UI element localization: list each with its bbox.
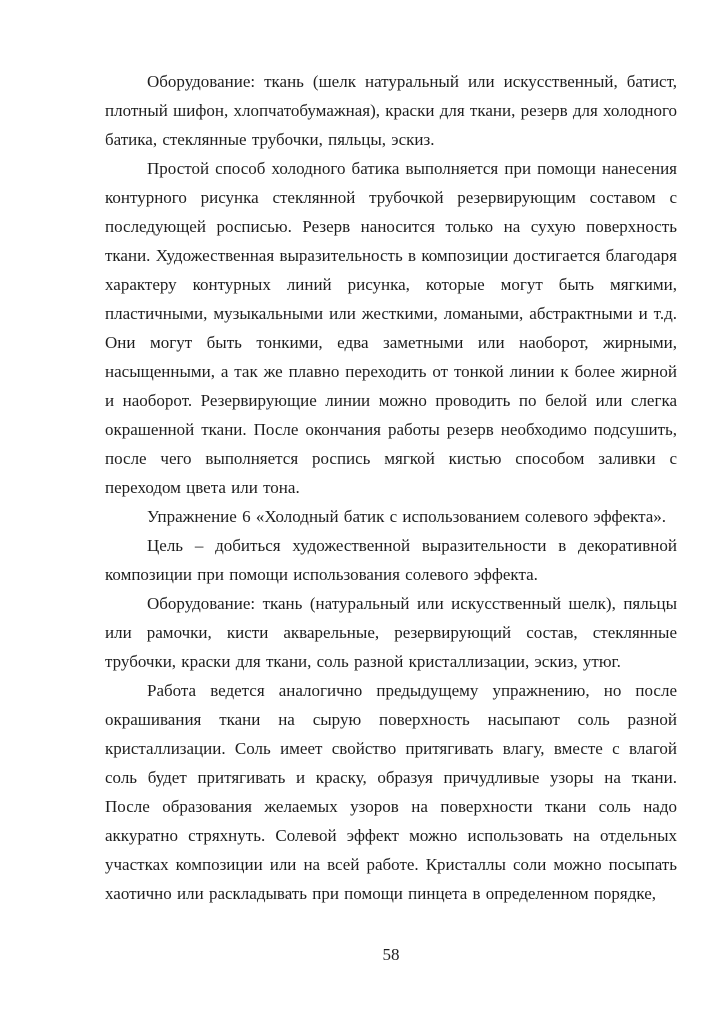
text-block [105,67,677,908]
paragraph-equipment-salt-effect: Оборудование: ткань (натуральный или искусственный шелк), пяльцы или рамочки, кисти акварельные, резервирующий состав, стеклянные трубочки, краски для ткани, соль разной кристаллизации, эскиз, утюг. [105,594,677,671]
paragraph-cold-batik-method: Простой способ холодного батика выполняется при помощи нанесения контурного рисунка стеклянной трубочкой резервирующим составом с последующей росписью. Резерв наносится только на сухую поверхность ткани. Художественная выразительность в композиции достигается благодаря характеру контурных линий рисунка, которые могут быть мягкими, пластичными, музыкальными или жесткими, ломаными, абстрактными и т.д. Они могут быть тонкими, едва заметными или наоборот, жирными, насыщенными, а так же плавно переходить от тонкой линии к более жирной и наоборот. Резервирующие линии можно проводить по белой или слегка окрашенной ткани. После окончания работы резерв необходимо подсушить, после чего выполняется роспись мягкой кистью способом заливки с переходом цвета или тона. [105,159,677,497]
paragraph-salt-technique: Работа ведется аналогично предыдущему упражнению, но после окрашивания ткани на сырую поверхность насыпают соль разной кристаллизации. Соль имеет свойство притягивать влагу, вместе с влагой соль будет притягивать и краску, образуя причудливые узоры на ткани. После образования желаемых узоров на поверхности ткани соль надо аккуратно стряхнуть. Солевой эффект можно использовать на отдельных участках композиции или на всей работе. Кристаллы соли можно посыпать хаотично или раскладывать при помощи пинцета в определенном порядке, [105,681,677,903]
page-number: 58 [382,945,400,964]
paragraph-goal: Цель – добиться художественной выразительности в декоративной композиции при помощи использования солевого эффекта. [105,536,677,584]
paragraph-exercise-6-title: Упражнение 6 «Холодный батик с использованием солевого эффекта». [147,507,667,526]
paragraph-equipment-cold-batik: Оборудование: ткань (шелк натуральный или искусственный, батист, плотный шифон, хлопчатобумажная), краски для ткани, резерв для холодного батика, стеклянные трубочки, пяльцы, эскиз. [105,72,677,149]
